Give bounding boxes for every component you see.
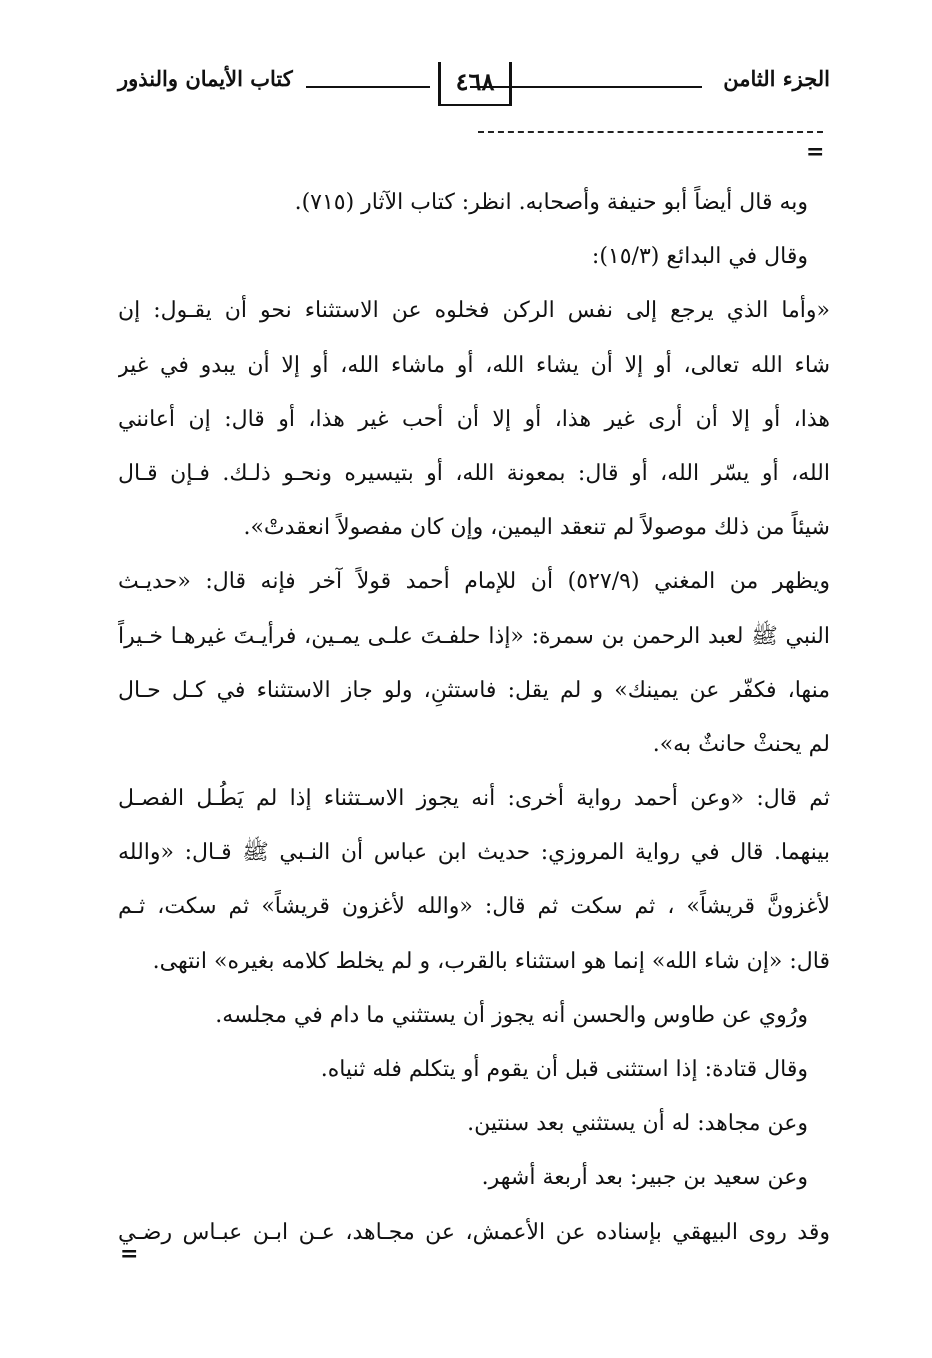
text-line: بينهما. قال في رواية المروزي: حديث ابن عباس أن النـبي ﷺ قـال: «والله [118,840,830,866]
text-line: وبه قال أيضاً أبو حنيفة وأصحابه. انظر: كتاب الآثار (٧١٥). [294,190,808,215]
text-line: «وأما الذي يرجع إلى نفس الركن فخلوه عن الاستثناء نحو أن يقـول: إن [118,298,830,324]
footnote-separator [478,131,823,133]
text-line: شيئاً من ذلك موصولاً لم تنعقد اليمين، وإن كان مفصولاً انعقدتْ». [243,515,830,541]
text-line: منها، فكفّر عن يمينك» و لم يقل: فاستثنِ، ولو جاز الاستثناء في كـل حـال [118,677,830,703]
text-line: لم يحنثْ حانثٌ به». [652,731,830,757]
text-line: النبي ﷺ لعبد الرحمن بن سمرة: «إذا حلفـتَ علـى يمـين، فرأيـتَ غيرهـا خـيراً [118,623,830,649]
text-line: قال: «إن شاء الله» إنما هو استثناء بالقرب، و لم يخلط كلامه بغيره» انتهى. [152,948,830,974]
header-rule-left [306,86,430,88]
text-line: وعن سعيد بن جبير: بعد أربعة أشهر. [481,1165,808,1191]
text-line: وقال في البدائع (١٥/٣): [591,244,808,270]
text-line: وقال قتادة: إذا استثنى قبل أن يقوم أو يتكلم فله ثنياه. [320,1057,808,1082]
text-line: وقد روى البيهقي بإسناده عن الأعمش، عن مجـاهد، عـن ابـن عبـاس رضـي [118,1219,830,1245]
text-line: هذا، أو إلا أن أرى غير هذا، أو إلا أن أحب غير هذا، أو قال: إن أعانني [118,406,830,432]
text-line: ورُوي عن طاوس والحسن أنه يجوز أن يستثني ما دام في مجلسه. [215,1002,808,1028]
text-line: ثم قال: «وعن أحمد رواية أخرى: أنه يجوز الاسـتثناء إذا لم يَطُـل الفصـل [118,786,830,812]
page-header [118,62,830,110]
page-number: ٤٦٨ [438,62,512,106]
part-label: الجزء الثامن [723,66,830,91]
book-title: كتاب الأيمان والنذور [118,66,293,91]
text-line: وعن مجاهد: له أن يستثني بعد سنتين. [467,1111,808,1137]
continuation-mark-bottom: = [120,1241,139,1267]
text-line: ويظهر من المغني (٥٢٧/٩) أن للإمام أحمد قولاً آخر فإنه قال: «حديـث [118,569,830,595]
continuation-mark-top: = [806,139,825,165]
text-line: شاء الله تعالى، أو إلا أن يشاء الله، أو ماشاء الله، أو إلا أن يبدو في غير [118,352,830,378]
text-line: الله، أو يسّر الله، أو قال: بمعونة الله، أو بتيسيره ونحـو ذلـك. فـإن قـال [118,460,830,486]
text-line: لأغزونَّ قريشاً» ، ثم سكت ثم قال: «والله لأغزون قريشاً» ثم سكت، ثـم [118,894,830,920]
page-body [118,176,830,1260]
